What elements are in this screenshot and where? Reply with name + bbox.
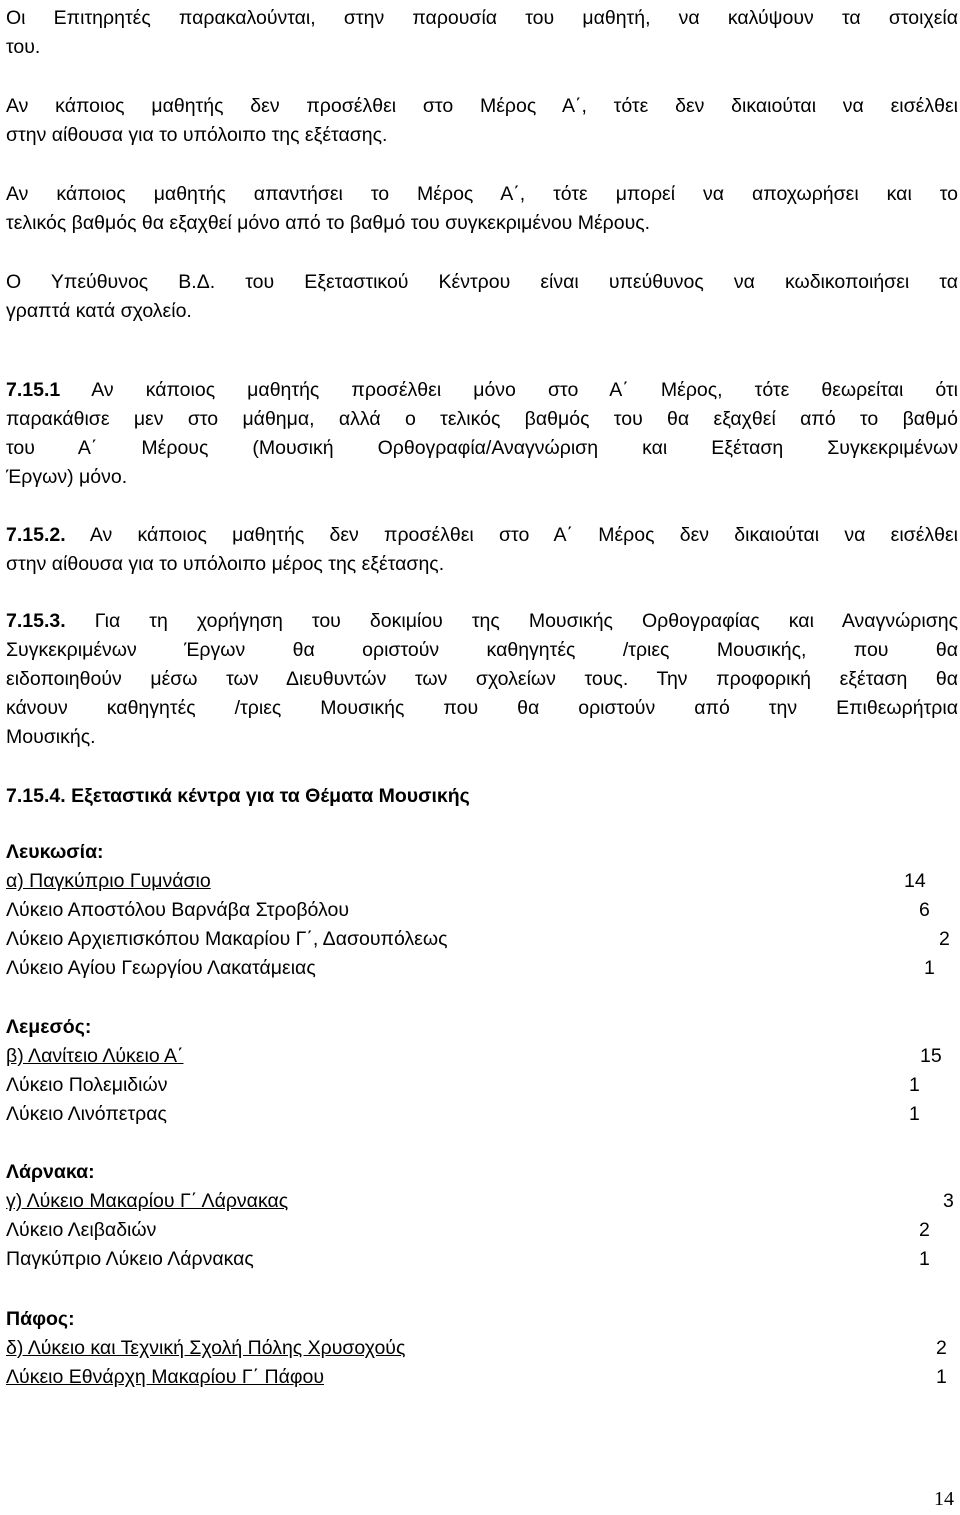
center-count: 1 (924, 957, 935, 979)
center-count: 1 (909, 1074, 920, 1096)
section-title: Εξεταστικά κέντρα για τα Θέματα Μουσικής (71, 785, 470, 807)
center-row: Λύκειο Εθνάρχη Μακαρίου Γ΄ Πάφου (6, 1366, 325, 1388)
section-number: 7.15.3. (6, 610, 66, 632)
section-text: Αν κάποιος μαθητής προσέλθει μόνο στο Α΄ Μέρος, τότε θεωρείται ότι (91, 379, 958, 401)
city-heading: Λευκωσία: (6, 841, 104, 863)
paragraph-line: του. (6, 36, 41, 58)
section-line: ειδοποιηθούν μέσω των Διευθυντών των σχολείων τους. Την προφορική εξέταση θα (6, 668, 958, 690)
center-row: γ) Λύκειο Μακαρίου Γ΄ Λάρνακας (6, 1190, 289, 1212)
center-count: 2 (939, 928, 950, 950)
center-count: 1 (919, 1248, 930, 1270)
section-line: Μουσικής. (6, 726, 96, 748)
section-7-15-4-heading (6, 782, 958, 811)
center-count: 3 (943, 1190, 954, 1212)
section-text: Αν κάποιος μαθητής δεν προσέλθει στο Α΄ Μέρος δεν δικαιούται να εισέλθει (89, 524, 959, 546)
paragraph-line: στην αίθουσα για το υπόλοιπο της εξέτασης. (6, 124, 388, 146)
section-line: στην αίθουσα για το υπόλοιπο μέρος της εξέτασης. (6, 553, 445, 575)
center-count: 1 (909, 1103, 920, 1125)
center-count: 2 (936, 1337, 947, 1359)
paragraph-line: Αν κάποιος μαθητής δεν προσέλθει στο Μέρος Α΄, τότε δεν δικαιούται να εισέλθει (6, 95, 958, 117)
center-row: β) Λανίτειο Λύκειο Α΄ (6, 1045, 184, 1067)
page-number: 14 (934, 1488, 954, 1510)
section-text: Για τη χορήγηση του δοκιμίου της Μουσικής Ορθογραφίας και Αναγνώρισης (94, 610, 958, 632)
paragraph-line: Ο Υπεύθυνος Β.Δ. του Εξεταστικού Κέντρου είναι υπεύθυνος να κωδικοποιήσει τα (6, 271, 958, 293)
paragraph-line: γραπτά κατά σχολείο. (6, 300, 192, 322)
section-line: παρακάθισε μεν στο μάθημα, αλλά ο τελικός βαθμός του θα εξαχθεί από το βαθμό (6, 408, 958, 430)
center-row: δ) Λύκειο και Τεχνική Σχολή Πόλης Χρυσοχούς (6, 1337, 406, 1359)
paragraph-line: Αν κάποιος μαθητής απαντήσει το Μέρος Α΄, τότε μπορεί να αποχωρήσει και το (6, 183, 958, 205)
city-heading: Πάφος: (6, 1308, 75, 1330)
center-count: 15 (920, 1045, 942, 1067)
center-row: Λύκειο Λειβαδιών (6, 1219, 157, 1241)
center-count: 1 (936, 1366, 947, 1388)
section-line: κάνουν καθηγητές /τριες Μουσικής που θα οριστούν από την Επιθεωρήτρια (6, 697, 958, 719)
paragraph-line: Οι Επιτηρητές παρακαλούνται, στην παρουσία του μαθητή, να καλύψουν τα στοιχεία (6, 7, 958, 29)
center-row: Λύκειο Αποστόλου Βαρνάβα Στροβόλου (6, 899, 349, 921)
center-row: Παγκύπριο Λύκειο Λάρνακας (6, 1248, 254, 1270)
section-7-15-1 (6, 376, 958, 405)
center-row: Λύκειο Πολεμιδιών (6, 1074, 168, 1096)
center-count: 6 (919, 899, 930, 921)
section-line: του Α΄ Μέρους (Μουσική Ορθογραφία/Αναγνώριση και Εξέταση Συγκεκριμένων (6, 437, 958, 459)
city-heading: Λεμεσός: (6, 1016, 92, 1038)
paragraph-line: τελικός βαθμός θα εξαχθεί μόνο από το βαθμό του συγκεκριμένου Μέρους. (6, 212, 651, 234)
section-7-15-2 (6, 521, 958, 550)
city-heading: Λάρνακα: (6, 1161, 95, 1183)
center-row: α) Παγκύπριο Γυμνάσιο (6, 870, 211, 892)
section-number: 7.15.4. (6, 785, 66, 807)
center-row: Λύκειο Αρχιεπισκόπου Μακαρίου Γ΄, Δασουπόλεως (6, 928, 448, 950)
center-count: 2 (919, 1219, 930, 1241)
center-count: 14 (904, 870, 926, 892)
center-row: Λύκειο Λινόπετρας (6, 1103, 167, 1125)
section-line: Συγκεκριμένων Έργων θα οριστούν καθηγητές /τριες Μουσικής, που θα (6, 639, 958, 661)
section-number: 7.15.2. (6, 524, 66, 546)
section-number: 7.15.1 (6, 379, 61, 401)
section-line: Έργων) μόνο. (6, 466, 128, 488)
section-7-15-3 (6, 607, 958, 636)
center-row: Λύκειο Αγίου Γεωργίου Λακατάμειας (6, 957, 316, 979)
